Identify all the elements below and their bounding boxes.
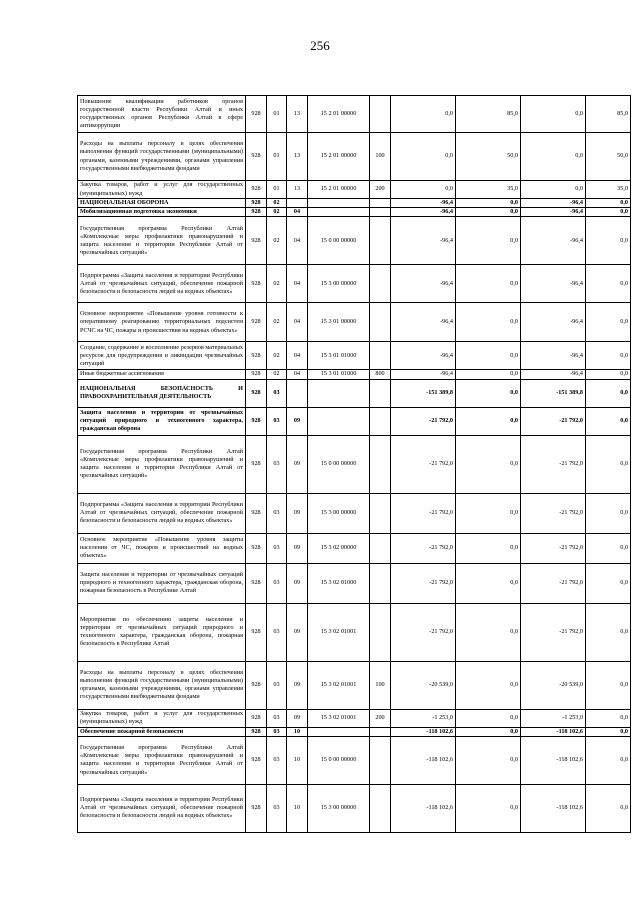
row-value-3: 0,0 — [521, 181, 586, 199]
row-value-4: 85,0 — [586, 96, 631, 133]
row-value-1: -96,4 — [391, 208, 456, 217]
row-section-code: 02 — [267, 217, 287, 265]
row-value-2: 0,0 — [456, 303, 521, 342]
row-value-4: 0,0 — [586, 407, 631, 435]
row-value-3: -1 253,0 — [521, 709, 586, 727]
table-row — [78, 133, 631, 181]
table-row — [78, 303, 631, 342]
row-section-code: 03 — [267, 435, 287, 493]
row-name: Расходы на выплаты персоналу в целях обеспечения выполнения функций государственными (муниципальными) органами, казенными учреждениями, органами управления государственными внебюджетными фондами — [78, 133, 246, 181]
row-name: Мобилизационная подготовка экономики — [78, 208, 246, 217]
row-value-4: 0,0 — [586, 709, 631, 727]
row-expense-kind — [370, 208, 391, 217]
row-expense-kind — [370, 435, 391, 493]
row-ministry-code: 928 — [246, 208, 267, 217]
row-value-2: 0,0 — [456, 407, 521, 435]
row-ministry-code: 928 — [246, 342, 267, 370]
row-value-1: 0,0 — [391, 133, 456, 181]
row-subsection-code: 04 — [287, 208, 308, 217]
row-ministry-code: 928 — [246, 217, 267, 265]
row-name: Государственная программа Республики Алтай «Комплексные меры профилактики правонарушений и защита населения и территории Республики Алтай от чрезвычайных ситуаций» — [78, 736, 246, 784]
row-target-article: 15 0 00 00000 — [308, 736, 370, 784]
row-expense-kind: 200 — [370, 181, 391, 199]
row-value-3: -96,4 — [521, 265, 586, 303]
row-name: Обеспечение пожарной безопасности — [78, 727, 246, 736]
row-subsection-code: 09 — [287, 661, 308, 709]
row-ministry-code: 928 — [246, 784, 267, 832]
row-value-1: -96,4 — [391, 199, 456, 208]
row-expense-kind: 100 — [370, 661, 391, 709]
row-value-4: 50,0 — [586, 133, 631, 181]
row-section-code: 03 — [267, 493, 287, 533]
row-value-1: -118 102,6 — [391, 736, 456, 784]
row-section-code: 01 — [267, 181, 287, 199]
row-subsection-code: 04 — [287, 217, 308, 265]
table-row — [78, 533, 631, 563]
table-row — [78, 603, 631, 661]
table-row — [78, 661, 631, 709]
row-value-2: 85,0 — [456, 96, 521, 133]
row-subsection-code: 13 — [287, 181, 308, 199]
row-value-2: 0,0 — [456, 727, 521, 736]
table-row — [78, 199, 631, 208]
row-subsection-code: 09 — [287, 407, 308, 435]
row-ministry-code: 928 — [246, 533, 267, 563]
row-name: Государственная программа Республики Алтай «Комплексные меры профилактики правонарушений и защита населения и территории Республики Алтай от чрезвычайных ситуаций» — [78, 217, 246, 265]
row-ministry-code: 928 — [246, 379, 267, 407]
row-value-2: 0,0 — [456, 208, 521, 217]
row-value-4: 0,0 — [586, 217, 631, 265]
table-row — [78, 407, 631, 435]
row-section-code: 02 — [267, 199, 287, 208]
row-value-3: -21 792,0 — [521, 407, 586, 435]
row-value-3: -96,4 — [521, 342, 586, 370]
row-value-2: 0,0 — [456, 784, 521, 832]
row-section-code: 03 — [267, 407, 287, 435]
row-target-article: 15 2 01 00000 — [308, 133, 370, 181]
row-value-2: 0,0 — [456, 603, 521, 661]
row-subsection-code: 04 — [287, 303, 308, 342]
row-section-code: 02 — [267, 370, 287, 379]
row-subsection-code: 13 — [287, 133, 308, 181]
row-section-code: 01 — [267, 133, 287, 181]
row-value-1: 0,0 — [391, 181, 456, 199]
row-expense-kind — [370, 217, 391, 265]
row-value-3: -151 389,8 — [521, 379, 586, 407]
row-expense-kind — [370, 407, 391, 435]
row-section-code: 03 — [267, 533, 287, 563]
row-value-2: 0,0 — [456, 493, 521, 533]
row-subsection-code: 09 — [287, 493, 308, 533]
row-target-article: 15 3 00 00000 — [308, 493, 370, 533]
row-ministry-code: 928 — [246, 133, 267, 181]
row-target-article: 15 3 00 00000 — [308, 265, 370, 303]
row-value-4: 0,0 — [586, 661, 631, 709]
row-ministry-code: 928 — [246, 303, 267, 342]
row-section-code: 01 — [267, 96, 287, 133]
row-target-article: 15 3 02 01001 — [308, 661, 370, 709]
row-name: Подпрограмма «Защита населения и территории Республики Алтай от чрезвычайных ситуаций, обеспечение пожарной безопасности и безопасности людей на водных объектах» — [78, 784, 246, 832]
row-value-1: -21 792,0 — [391, 563, 456, 603]
row-subsection-code: 13 — [287, 96, 308, 133]
row-name: Закупка товаров, работ и услуг для государственных (муниципальных) нужд — [78, 181, 246, 199]
budget-table — [77, 95, 631, 833]
row-name: Мероприятия по обеспечению защиты населения и территории от чрезвычайных ситуаций природного и техногенного характера, гражданская оборона, пожарная безопасность в Республике Алтай — [78, 603, 246, 661]
row-value-2: 0,0 — [456, 217, 521, 265]
row-value-4: 0,0 — [586, 493, 631, 533]
row-value-3: -96,4 — [521, 370, 586, 379]
table-row — [78, 208, 631, 217]
row-value-2: 0,0 — [456, 563, 521, 603]
row-target-article: 15 3 02 01001 — [308, 709, 370, 727]
table-row — [78, 435, 631, 493]
row-subsection-code: 04 — [287, 342, 308, 370]
row-expense-kind — [370, 303, 391, 342]
row-expense-kind — [370, 342, 391, 370]
table-row — [78, 379, 631, 407]
table-row — [78, 342, 631, 370]
row-value-1: -21 792,0 — [391, 533, 456, 563]
row-target-article: 15 3 02 00000 — [308, 533, 370, 563]
row-value-4: 0,0 — [586, 265, 631, 303]
row-section-code: 03 — [267, 603, 287, 661]
row-section-code: 02 — [267, 265, 287, 303]
row-target-article — [308, 208, 370, 217]
row-expense-kind — [370, 199, 391, 208]
row-name: НАЦИОНАЛЬНАЯ БЕЗОПАСНОСТЬ И ПРАВООХРАНИТЕЛЬНАЯ ДЕЯТЕЛЬНОСТЬ — [78, 379, 246, 407]
row-value-2: 0,0 — [456, 199, 521, 208]
row-value-1: -21 792,0 — [391, 603, 456, 661]
row-value-1: -21 792,0 — [391, 493, 456, 533]
row-value-2: 0,0 — [456, 661, 521, 709]
row-value-2: 0,0 — [456, 370, 521, 379]
row-value-3: -21 792,0 — [521, 563, 586, 603]
row-ministry-code: 928 — [246, 96, 267, 133]
row-subsection-code: 09 — [287, 563, 308, 603]
row-subsection-code — [287, 379, 308, 407]
row-target-article: 15 0 00 00000 — [308, 217, 370, 265]
row-ministry-code: 928 — [246, 265, 267, 303]
row-target-article — [308, 379, 370, 407]
row-value-1: -118 102,6 — [391, 727, 456, 736]
row-subsection-code: 04 — [287, 370, 308, 379]
row-value-1: -118 102,6 — [391, 784, 456, 832]
row-name: НАЦИОНАЛЬНАЯ ОБОРОНА — [78, 199, 246, 208]
table-body — [78, 96, 631, 833]
row-name: Повышение квалификации работников органов государственной власти Республики Алтай и иных государственных органов Республики Алтай в сфере антикоррупции — [78, 96, 246, 133]
row-expense-kind — [370, 784, 391, 832]
row-value-2: 0,0 — [456, 435, 521, 493]
row-value-1: -20 539,0 — [391, 661, 456, 709]
row-value-4: 0,0 — [586, 342, 631, 370]
row-subsection-code: 04 — [287, 265, 308, 303]
row-value-3: -96,4 — [521, 303, 586, 342]
row-value-4: 0,0 — [586, 563, 631, 603]
row-value-2: 50,0 — [456, 133, 521, 181]
row-value-4: 0,0 — [586, 784, 631, 832]
row-value-1: -21 792,0 — [391, 435, 456, 493]
row-section-code: 02 — [267, 208, 287, 217]
row-ministry-code: 928 — [246, 563, 267, 603]
row-target-article: 15 0 00 00000 — [308, 435, 370, 493]
row-target-article: 15 3 00 00000 — [308, 784, 370, 832]
row-expense-kind: 200 — [370, 709, 391, 727]
row-subsection-code: 09 — [287, 533, 308, 563]
row-target-article: 15 2 01 00000 — [308, 96, 370, 133]
row-value-3: -21 792,0 — [521, 533, 586, 563]
row-value-1: -21 792,0 — [391, 407, 456, 435]
row-value-2: 0,0 — [456, 379, 521, 407]
table-row — [78, 217, 631, 265]
row-name: Подпрограмма «Защита населения и территории Республики Алтай от чрезвычайных ситуаций, обеспечение пожарной безопасности и безопасности людей на водных объектах» — [78, 265, 246, 303]
row-ministry-code: 928 — [246, 407, 267, 435]
row-value-4: 0,0 — [586, 370, 631, 379]
row-expense-kind: 800 — [370, 370, 391, 379]
row-value-1: -96,4 — [391, 303, 456, 342]
row-value-1: -96,4 — [391, 342, 456, 370]
row-ministry-code: 928 — [246, 661, 267, 709]
row-expense-kind: 100 — [370, 133, 391, 181]
row-value-2: 0,0 — [456, 709, 521, 727]
row-target-article — [308, 199, 370, 208]
row-value-1: 0,0 — [391, 96, 456, 133]
row-subsection-code: 09 — [287, 709, 308, 727]
row-expense-kind — [370, 493, 391, 533]
row-expense-kind — [370, 563, 391, 603]
row-value-4: 0,0 — [586, 736, 631, 784]
row-subsection-code: 10 — [287, 736, 308, 784]
row-name: Закупка товаров, работ и услуг для государственных (муниципальных) нужд — [78, 709, 246, 727]
row-value-1: -1 253,0 — [391, 709, 456, 727]
row-name: Расходы на выплаты персоналу в целях обеспечения выполнения функций государственными (муниципальными) органами, казенными учреждениями, органами управления государственными внебюджетными фондами — [78, 661, 246, 709]
row-section-code: 02 — [267, 342, 287, 370]
table-row — [78, 265, 631, 303]
row-value-3: -21 792,0 — [521, 493, 586, 533]
row-section-code: 03 — [267, 727, 287, 736]
row-value-3: -96,4 — [521, 217, 586, 265]
row-value-4: 0,0 — [586, 208, 631, 217]
row-value-2: 0,0 — [456, 533, 521, 563]
row-value-1: -96,4 — [391, 265, 456, 303]
row-value-3: -118 102,6 — [521, 784, 586, 832]
row-value-1: -96,4 — [391, 370, 456, 379]
row-value-2: 0,0 — [456, 342, 521, 370]
table-row — [78, 736, 631, 784]
table-row — [78, 493, 631, 533]
row-ministry-code: 928 — [246, 199, 267, 208]
table-row — [78, 370, 631, 379]
table-row — [78, 181, 631, 199]
row-subsection-code: 10 — [287, 784, 308, 832]
row-value-4: 0,0 — [586, 379, 631, 407]
row-section-code: 03 — [267, 709, 287, 727]
row-expense-kind — [370, 736, 391, 784]
row-target-article — [308, 407, 370, 435]
row-ministry-code: 928 — [246, 435, 267, 493]
row-subsection-code — [287, 199, 308, 208]
row-target-article: 15 3 02 01000 — [308, 563, 370, 603]
row-ministry-code: 928 — [246, 736, 267, 784]
table-row — [78, 709, 631, 727]
table-row — [78, 784, 631, 832]
row-ministry-code: 928 — [246, 709, 267, 727]
row-target-article: 15 3 01 00000 — [308, 303, 370, 342]
row-name: Основное мероприятие «Повышение уровня готовности к оперативному реагированию территориальных подсистем РСЧС на ЧС, пожары и происшествия на водных объектах» — [78, 303, 246, 342]
row-value-3: 0,0 — [521, 96, 586, 133]
row-expense-kind — [370, 265, 391, 303]
row-value-2: 0,0 — [456, 265, 521, 303]
row-section-code: 03 — [267, 736, 287, 784]
row-subsection-code: 09 — [287, 435, 308, 493]
row-value-2: 35,0 — [456, 181, 521, 199]
row-value-3: -118 102,6 — [521, 727, 586, 736]
row-value-4: 0,0 — [586, 533, 631, 563]
row-name: Основное мероприятие «Повышение уровня защиты населения от ЧС, пожаров и происшествий на водных объектах» — [78, 533, 246, 563]
row-ministry-code: 928 — [246, 727, 267, 736]
row-value-4: 0,0 — [586, 303, 631, 342]
row-subsection-code: 10 — [287, 727, 308, 736]
row-target-article: 15 2 01 00000 — [308, 181, 370, 199]
row-target-article — [308, 727, 370, 736]
table-row — [78, 563, 631, 603]
row-ministry-code: 928 — [246, 603, 267, 661]
row-value-2: 0,0 — [456, 736, 521, 784]
row-section-code: 03 — [267, 661, 287, 709]
row-target-article: 15 3 01 01000 — [308, 370, 370, 379]
row-section-code: 03 — [267, 784, 287, 832]
row-value-1: -96,4 — [391, 217, 456, 265]
row-value-4: 0,0 — [586, 199, 631, 208]
row-value-3: -20 539,0 — [521, 661, 586, 709]
row-value-1: -151 389,8 — [391, 379, 456, 407]
row-name: Иные бюджетные ассигнования — [78, 370, 246, 379]
row-value-4: 35,0 — [586, 181, 631, 199]
row-name: Защита населения и территории от чрезвычайных ситуаций природного и техногенного характера, гражданская оборона — [78, 407, 246, 435]
row-value-3: -21 792,0 — [521, 435, 586, 493]
row-target-article: 15 3 02 01001 — [308, 603, 370, 661]
row-value-3: -96,4 — [521, 208, 586, 217]
row-section-code: 03 — [267, 563, 287, 603]
table-row — [78, 727, 631, 736]
row-value-4: 0,0 — [586, 435, 631, 493]
row-value-3: -96,4 — [521, 199, 586, 208]
table-row — [78, 96, 631, 133]
row-expense-kind — [370, 379, 391, 407]
row-ministry-code: 928 — [246, 493, 267, 533]
row-expense-kind — [370, 96, 391, 133]
row-name: Создание, содержание и восполнение резервов материальных ресурсов для предупреждения и ликвидации чрезвычайных ситуаций — [78, 342, 246, 370]
row-name: Защита населения и территории от чрезвычайных ситуаций природного и техногенного характера, гражданская оборона, пожарная безопасность в Республике Алтай — [78, 563, 246, 603]
row-name: Подпрограмма «Защита населения и территории Республики Алтай от чрезвычайных ситуаций, обеспечение пожарной безопасности и безопасности людей на водных объектах» — [78, 493, 246, 533]
page-number: 256 — [310, 38, 330, 53]
row-ministry-code: 928 — [246, 181, 267, 199]
row-value-4: 0,0 — [586, 727, 631, 736]
row-section-code: 03 — [267, 379, 287, 407]
row-expense-kind — [370, 603, 391, 661]
row-target-article: 15 3 01 01000 — [308, 342, 370, 370]
row-value-3: 0,0 — [521, 133, 586, 181]
row-expense-kind — [370, 533, 391, 563]
row-section-code: 02 — [267, 303, 287, 342]
row-value-4: 0,0 — [586, 603, 631, 661]
row-ministry-code: 928 — [246, 370, 267, 379]
row-value-3: -118 102,6 — [521, 736, 586, 784]
row-subsection-code: 09 — [287, 603, 308, 661]
row-value-3: -21 792,0 — [521, 603, 586, 661]
row-expense-kind — [370, 727, 391, 736]
row-name: Государственная программа Республики Алтай «Комплексные меры профилактики правонарушений и защита населения и территории Республики Алтай от чрезвычайных ситуаций» — [78, 435, 246, 493]
